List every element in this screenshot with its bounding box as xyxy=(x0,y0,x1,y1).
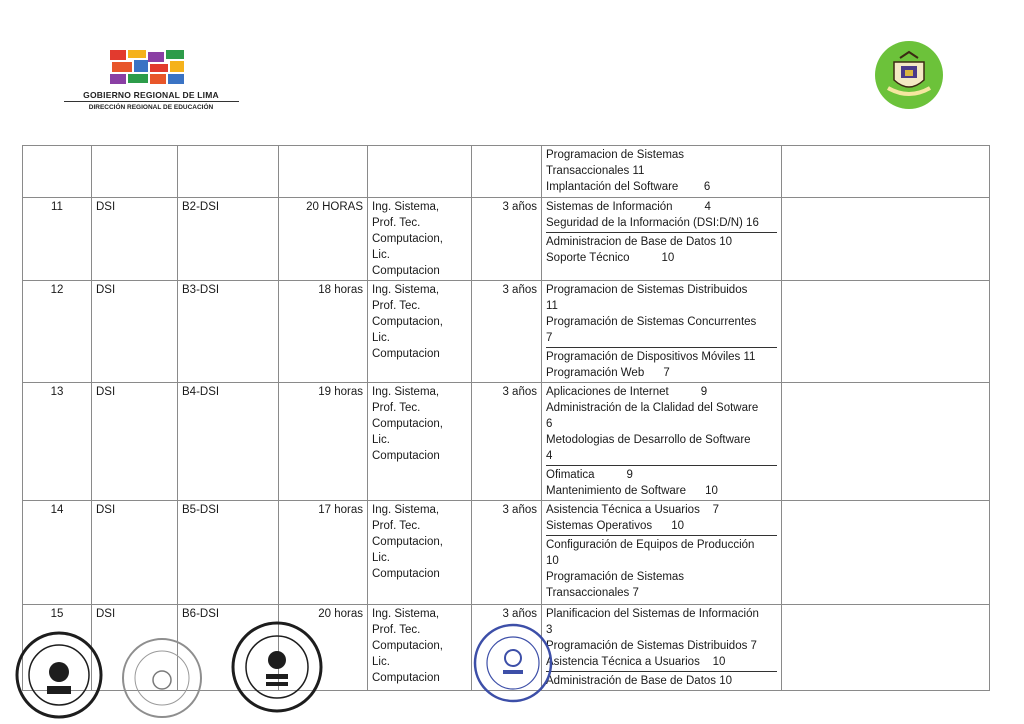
profession-line: Computacion xyxy=(372,450,440,462)
course-line: Administración de la Clalidad del Sotware xyxy=(546,402,759,414)
course-group xyxy=(546,671,777,689)
course-group xyxy=(546,147,777,195)
profession-line: Lic. xyxy=(372,249,390,261)
code-cell: B4-DSI xyxy=(178,383,279,501)
institute-crest-logo xyxy=(874,40,944,110)
course-line: 10 xyxy=(546,555,559,567)
gobierno-regional-logo xyxy=(56,48,246,118)
area-cell xyxy=(92,146,178,198)
profession-line: Prof. Tec. xyxy=(372,217,421,229)
profession-line: Prof. Tec. xyxy=(372,300,421,312)
profession-line: Ing. Sistema, xyxy=(372,284,440,296)
courses-cell xyxy=(542,146,782,198)
profession-line: Lic. xyxy=(372,332,390,344)
profession-line: Computacion xyxy=(372,265,440,277)
profession-line: Prof. Tec. xyxy=(372,402,421,414)
course-line: Aplicaciones de Internet 9 xyxy=(546,386,708,398)
course-line: Transaccionales 11 xyxy=(546,165,645,177)
course-line: 11 xyxy=(546,300,558,312)
code-cell: B6-DSI xyxy=(178,605,279,691)
empty-cell xyxy=(782,383,990,501)
profession-line: Computacion, xyxy=(372,233,443,245)
profession-line: Computacion, xyxy=(372,316,443,328)
course-line: Asistencia Técnica a Usuarios 7 xyxy=(546,504,720,516)
empty-cell xyxy=(782,605,990,691)
course-line: Programación de Sistemas xyxy=(546,571,685,583)
dept-name: DIRECCIÓN REGIONAL DE EDUCACIÓN xyxy=(88,104,214,111)
crest-icon xyxy=(874,40,944,110)
profession-line: Lic. xyxy=(372,656,390,668)
course-line: 6 xyxy=(546,418,553,430)
coordinator-seal-icon xyxy=(230,620,324,714)
experience-cell: 3 años xyxy=(472,501,542,605)
course-line: Ofimatica 9 xyxy=(546,469,633,481)
positions-table xyxy=(22,145,990,691)
course-line: Transaccionales 7 xyxy=(546,587,639,599)
course-line: 3 xyxy=(546,624,553,636)
profession-line: Computacion, xyxy=(372,418,443,430)
course-group xyxy=(546,199,777,231)
profession-cell xyxy=(368,146,472,198)
org-name: GOBIERNO REGIONAL DE LIMA xyxy=(83,90,219,100)
empty-cell xyxy=(782,281,990,383)
area-cell: DSI xyxy=(92,281,178,383)
profession-cell xyxy=(368,198,472,281)
course-line: Sistemas de Información 4 xyxy=(546,201,711,213)
hours-cell: 20 horas xyxy=(279,605,368,691)
course-group xyxy=(546,384,777,464)
course-group xyxy=(546,535,777,601)
course-line: 4 xyxy=(546,450,553,462)
row-number: 15 xyxy=(23,605,92,691)
course-group xyxy=(546,606,777,670)
course-line: Metodologias de Desarrollo de Software xyxy=(546,434,751,446)
course-line: Programación de Sistemas Concurrentes xyxy=(546,316,757,328)
course-line: Administracion de Base de Datos 10 xyxy=(546,236,733,248)
institute-seal-faded-icon xyxy=(120,636,204,720)
profession-cell xyxy=(368,383,472,501)
row-number xyxy=(23,146,92,198)
institute-seal-icon xyxy=(14,630,104,720)
courses-cell xyxy=(542,281,782,383)
course-line: 7 xyxy=(546,332,553,344)
hours-cell xyxy=(279,146,368,198)
course-line: Programación de Sistemas Distribuidos 7 xyxy=(546,640,757,652)
empty-cell xyxy=(782,146,990,198)
area-cell: DSI xyxy=(92,383,178,501)
courses-cell xyxy=(542,501,782,605)
code-cell: B2-DSI xyxy=(178,198,279,281)
course-line: Implantación del Software 6 xyxy=(546,181,711,193)
course-line: Asistencia Técnica a Usuarios 10 xyxy=(546,656,726,668)
course-line: Planificacion del Sistemas de Información xyxy=(546,608,759,620)
profession-line: Computacion, xyxy=(372,640,443,652)
course-line: Seguridad de la Información (DSI:D/N) 16 xyxy=(546,217,759,229)
profession-line: Prof. Tec. xyxy=(372,624,421,636)
table-row xyxy=(23,281,990,383)
course-line: Programacion de Sistemas Distribuidos xyxy=(546,284,748,296)
course-group xyxy=(546,347,777,381)
hours-cell: 19 horas xyxy=(279,383,368,501)
code-cell xyxy=(178,146,279,198)
hours-cell: 20 HORAS xyxy=(279,198,368,281)
experience-cell: 3 años xyxy=(472,605,542,691)
table-row xyxy=(23,383,990,501)
profession-line: Ing. Sistema, xyxy=(372,201,440,213)
course-group xyxy=(546,465,777,499)
courses-cell xyxy=(542,383,782,501)
profession-line: Ing. Sistema, xyxy=(372,386,440,398)
divider xyxy=(64,101,239,102)
course-group xyxy=(546,502,777,534)
table-row xyxy=(23,146,990,198)
area-cell: DSI xyxy=(92,198,178,281)
table-row xyxy=(23,198,990,281)
table-row xyxy=(23,501,990,605)
experience-cell xyxy=(472,146,542,198)
experience-cell: 3 años xyxy=(472,281,542,383)
code-cell: B5-DSI xyxy=(178,501,279,605)
profession-line: Computacion xyxy=(372,568,440,580)
profession-line: Lic. xyxy=(372,552,390,564)
courses-cell xyxy=(542,605,782,691)
experience-cell: 3 años xyxy=(472,198,542,281)
course-line: Mantenimiento de Software 10 xyxy=(546,485,718,497)
profession-line: Computacion xyxy=(372,348,440,360)
profession-cell xyxy=(368,605,472,691)
profession-line: Computacion xyxy=(372,672,440,684)
courses-cell xyxy=(542,198,782,281)
general-direction-seal-icon xyxy=(472,622,554,704)
course-line: Administración de Base de Datos 10 xyxy=(546,675,733,687)
course-group xyxy=(546,282,777,346)
area-cell: DSI xyxy=(92,501,178,605)
course-group xyxy=(546,232,777,266)
course-line: Sistemas Operativos 10 xyxy=(546,520,685,532)
profession-line: Prof. Tec. xyxy=(372,520,421,532)
profession-line: Ing. Sistema, xyxy=(372,608,440,620)
profession-cell xyxy=(368,501,472,605)
empty-cell xyxy=(782,198,990,281)
mosaic-emblem-icon xyxy=(108,48,188,86)
row-number: 14 xyxy=(23,501,92,605)
empty-cell xyxy=(782,501,990,605)
code-cell: B3-DSI xyxy=(178,281,279,383)
profession-line: Lic. xyxy=(372,434,390,446)
course-line: Programación Web 7 xyxy=(546,367,670,379)
hours-cell: 18 horas xyxy=(279,281,368,383)
course-line: Programacion de Sistemas xyxy=(546,149,685,161)
hours-cell: 17 horas xyxy=(279,501,368,605)
experience-cell: 3 años xyxy=(472,383,542,501)
profession-cell xyxy=(368,281,472,383)
profession-line: Ing. Sistema, xyxy=(372,504,440,516)
area-cell: DSI xyxy=(92,605,178,691)
row-number: 11 xyxy=(23,198,92,281)
course-line: Configuración de Equipos de Producción xyxy=(546,539,755,551)
course-line: Programación de Dispositivos Móviles 11 xyxy=(546,351,756,363)
row-number: 12 xyxy=(23,281,92,383)
row-number: 13 xyxy=(23,383,92,501)
course-line: Soporte Técnico 10 xyxy=(546,252,675,264)
profession-line: Computacion, xyxy=(372,536,443,548)
